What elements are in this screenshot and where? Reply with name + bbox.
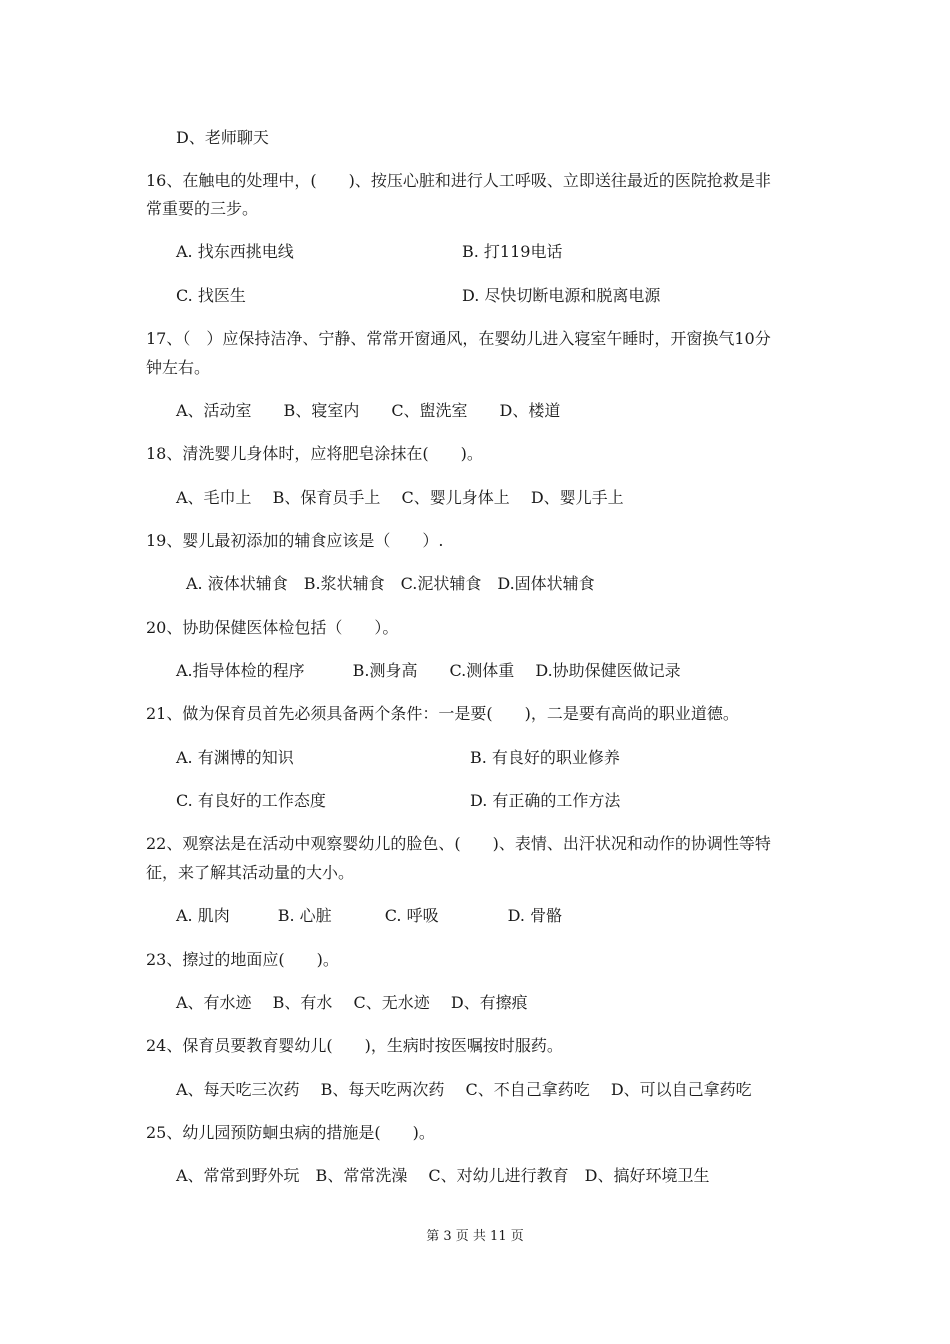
options-18: A、毛巾上 B、保育员手上 C、婴儿身体上 D、婴儿手上 bbox=[176, 488, 624, 507]
question-23: 23、擦过的地面应( )。 bbox=[146, 950, 339, 969]
option-d-15: D、老师聊天 bbox=[176, 128, 269, 147]
question-21: 21、做为保育员首先必须具备两个条件：一是要( )，二是要有高尚的职业道德。 bbox=[146, 704, 739, 723]
option-21-a: A. 有渊博的知识 bbox=[176, 748, 294, 767]
options-25: A、常常到野外玩 B、常常洗澡 C、对幼儿进行教育 D、搞好环境卫生 bbox=[176, 1166, 710, 1185]
question-16: 16、在触电的处理中，( )、按压心脏和进行人工呼吸、立即送往最近的医院抢救是非 bbox=[146, 171, 771, 190]
question-22-cont: 征，来了解其活动量的大小。 bbox=[146, 863, 355, 882]
option-16-d: D. 尽快切断电源和脱离电源 bbox=[462, 286, 661, 305]
options-23: A、有水迹 B、有水 C、无水迹 D、有擦痕 bbox=[176, 993, 528, 1012]
option-16-b: B. 打119电话 bbox=[462, 242, 563, 261]
options-19: A. 液体状辅食 B.浆状辅食 C.泥状辅食 D.固体状辅食 bbox=[186, 574, 595, 593]
option-21-d: D. 有正确的工作方法 bbox=[470, 791, 621, 810]
question-16-cont: 常重要的三步。 bbox=[146, 199, 259, 218]
option-16-a: A. 找东西挑电线 bbox=[176, 242, 294, 261]
page-footer: 第 3 页 共 11 页 bbox=[426, 1229, 524, 1244]
options-24: A、每天吃三次药 B、每天吃两次药 C、不自己拿药吃 D、可以自己拿药吃 bbox=[176, 1080, 752, 1099]
question-25: 25、幼儿园预防蛔虫病的措施是( )。 bbox=[146, 1123, 435, 1142]
question-22: 22、观察法是在活动中观察婴幼儿的脸色、( )、表情、出汗状况和动作的协调性等特 bbox=[146, 834, 771, 853]
options-22: A. 肌肉 B. 心脏 C. 呼吸 D. 骨骼 bbox=[176, 906, 563, 925]
question-17-cont: 钟左右。 bbox=[146, 358, 211, 377]
question-24: 24、保育员要教育婴幼儿( )，生病时按医嘱按时服药。 bbox=[146, 1036, 563, 1055]
options-17: A、活动室 B、寝室内 C、盥洗室 D、楼道 bbox=[176, 401, 561, 420]
question-20: 20、协助保健医体检包括（ ）。 bbox=[146, 618, 399, 637]
option-21-c: C. 有良好的工作态度 bbox=[176, 791, 326, 810]
question-19: 19、婴儿最初添加的辅食应该是（ ）. bbox=[146, 531, 444, 550]
option-21-b: B. 有良好的职业修养 bbox=[470, 748, 620, 767]
question-17: 17、（ ）应保持洁净、宁静、常常开窗通风，在婴幼儿进入寝室午睡时，开窗换气10分 bbox=[146, 329, 771, 348]
option-16-c: C. 找医生 bbox=[176, 286, 246, 305]
options-20: A.指导体检的程序 B.测身高 C.测体重 D.协助保健医做记录 bbox=[176, 661, 681, 680]
question-18: 18、清洗婴儿身体时，应将肥皂涂抹在( )。 bbox=[146, 444, 483, 463]
